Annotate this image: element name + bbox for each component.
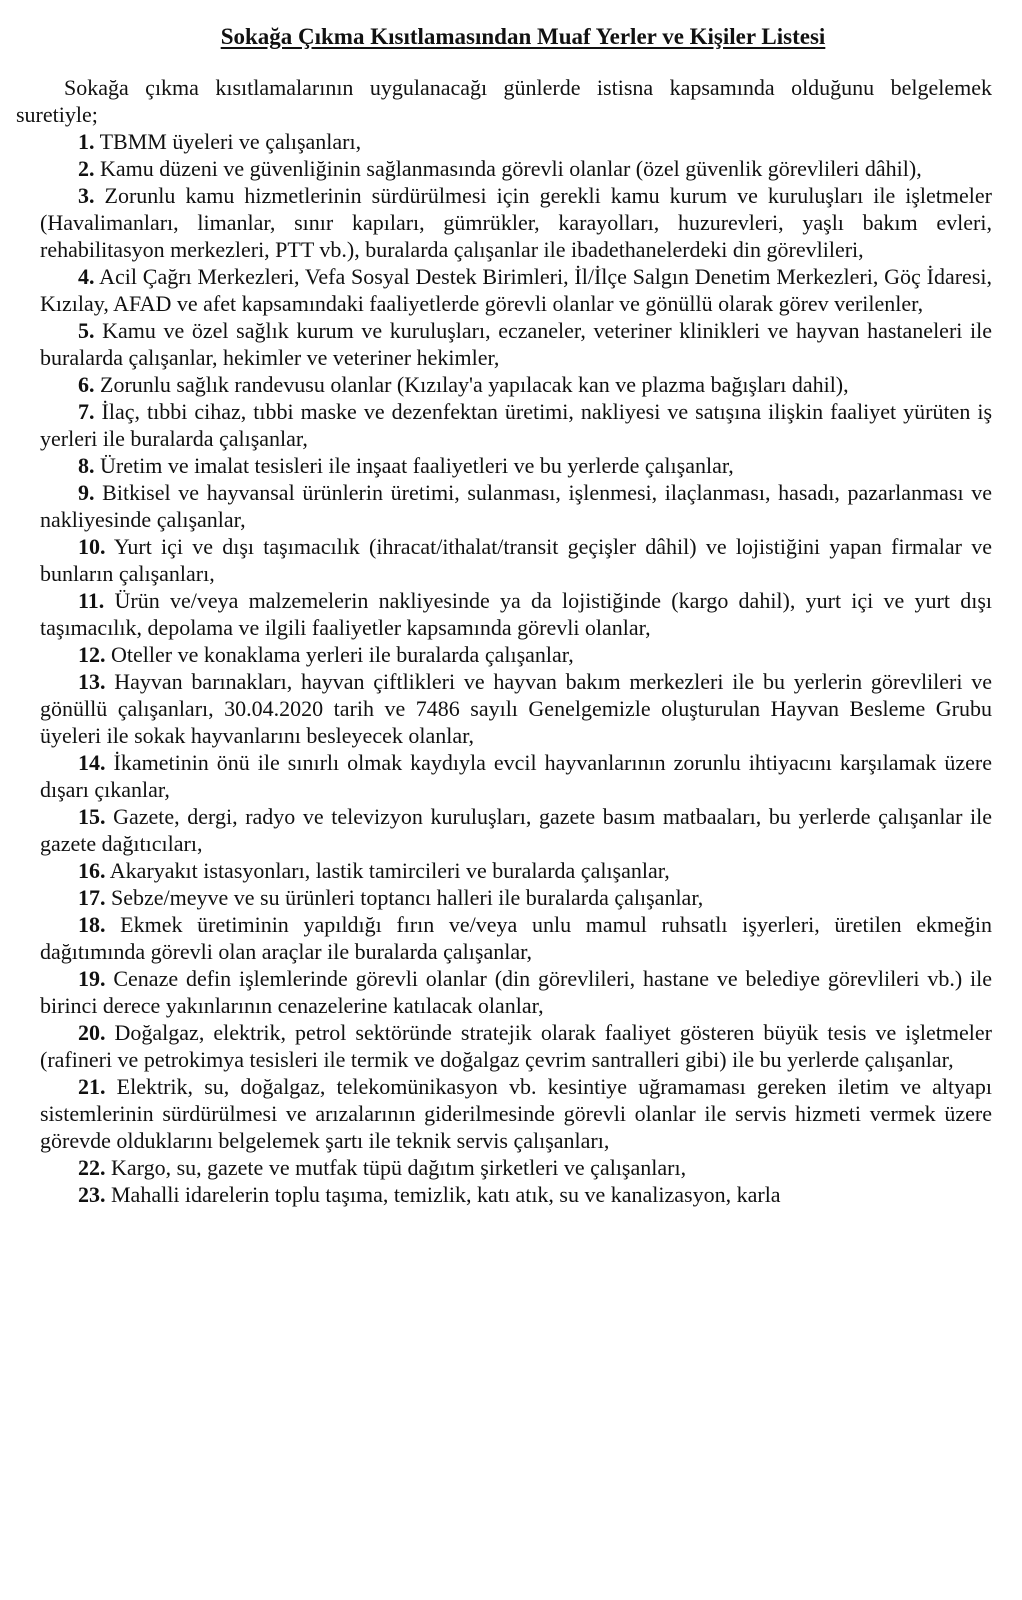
list-item [40,533,992,587]
list-item-text: Kamu ve özel sağlık kurum ve kuruluşları, eczaneler, veteriner klinikleri ve hayvan hastaneleri ile buralarda çalışanlar, hekimler ve veteriner hekimler, [40,318,992,370]
list-item [40,641,992,668]
list-item [40,128,992,155]
list-item-text: Sebze/meyve ve su ürünleri toptancı halleri ile buralarda çalışanlar, [111,885,704,910]
list-item-number: 23. [78,1182,106,1207]
list-item-text: Gazete, dergi, radyo ve televizyon kuruluşları, gazete basım matbaaları, bu yerlerde çalışanlar ile gazete dağıtıcıları, [40,804,993,856]
list-item-text: Acil Çağrı Merkezleri, Vefa Sosyal Destek Birimleri, İl/İlçe Salgın Denetim Merkezleri, Göç İdaresi, Kızılay, AFAD ve afet kapsamındaki faaliyetlerde görevli olanlar ve gönüllü olarak görev verilenler, [40,264,992,316]
list-item-number: 18. [78,912,106,937]
list-item-text: Ürün ve/veya malzemelerin nakliyesinde ya da lojistiğinde (kargo dahil), yurt içi ve yurt dışı taşımacılık, depolama ve ilgili faaliyetler kapsamında görevli olanlar, [40,588,992,640]
list-item [40,398,992,452]
list-item [40,1154,992,1181]
list-item-number: 15. [78,804,106,829]
list-item [40,1181,992,1208]
list-item-text: Hayvan barınakları, hayvan çiftlikleri ve hayvan bakım merkezleri ile bu yerlerin görevlileri ve gönüllü çalışanları, 30.04.2020 tarih ve 7486 sayılı Genelgemizle oluşturulan Hayvan Besleme Grubu üyeleri ile sokak hayvanlarını besleyecek olanlar, [40,669,993,748]
document-title: Sokağa Çıkma Kısıtlamasından Muaf Yerler ve Kişiler Listesi [220,24,826,49]
list-item [40,749,992,803]
list-item-text: İlaç, tıbbi cihaz, tıbbi maske ve dezenfektan üretimi, nakliyesi ve satışına ilişkin faaliyet yürüten iş yerleri ile buralarda çalışanlar, [40,399,993,451]
list-item-text: Yurt içi ve dışı taşımacılık (ihracat/ithalat/transit geçişler dâhil) ve lojistiğini yapan firmalar ve bunların çalışanları, [40,534,992,586]
list-item [40,317,992,371]
list-item-text: Cenaze defin işlemlerinde görevli olanlar (din görevlileri, hastane ve belediye görevlileri vb.) ile birinci derece yakınlarının cenazelerine katılacak olanlar, [40,966,992,1018]
list-item-number: 7. [78,399,95,424]
list-item-text: Ekmek üretiminin yapıldığı fırın ve/veya unlu mamul ruhsatlı işyerleri, üretilen ekmeğin dağıtımında görevli olan araçlar ile buralarda çalışanlar, [40,912,992,964]
list-item-number: 14. [78,750,106,775]
list-item-text: İkametinin önü ile sınırlı olmak kaydıyla evcil hayvanlarının zorunlu ihtiyacını karşılamak üzere dışarı çıkanlar, [40,750,992,802]
list-item [40,155,992,182]
list-item-text: Elektrik, su, doğalgaz, telekomünikasyon vb. kesintiye uğramaması gereken iletim ve altyapı sistemlerinin sürdürülmesi ve arızalarının giderilmesinde görevli olanlar ile servis hizmeti vermek üzere görevde olduklarını belgelemek şartı ile teknik servis çalışanları, [40,1074,992,1153]
list-item-number: 5. [78,318,95,343]
list-item-number: 20. [78,1020,106,1045]
list-item [40,479,992,533]
list-item-text: Oteller ve konaklama yerleri ile buralarda çalışanlar, [111,642,574,667]
list-item [40,1073,992,1154]
list-item-text: Bitkisel ve hayvansal ürünlerin üretimi, sulanması, işlenmesi, ilaçlanması, hasadı, pazarlanması ve nakliyesinde çalışanlar, [40,480,992,532]
list-item [40,587,992,641]
list-item-number: 22. [78,1155,106,1180]
list-item-number: 11. [78,588,105,613]
list-item-text: Kargo, su, gazete ve mutfak tüpü dağıtım şirketleri ve çalışanları, [111,1155,687,1180]
list-item-text: Kamu düzeni ve güvenliğinin sağlanmasında görevli olanlar (özel güvenlik görevlileri dâhil), [100,156,922,181]
list-item-number: 3. [78,183,95,208]
list-item-text: Zorunlu sağlık randevusu olanlar (Kızılay'a yapılacak kan ve plazma bağışları dahil), [100,372,849,397]
list-item [40,452,992,479]
list-item-text: Zorunlu kamu hizmetlerinin sürdürülmesi için gerekli kamu kurum ve kuruluşları ile işletmeler (Havalimanları, limanlar, sınır kapıları, gümrükler, karayolları, huzurevleri, yaşlı bakım evleri, rehabilitasyon merkezleri, PTT vb.), buralarda çalışanlar ile ibadethanelerdeki din görevlileri, [40,183,992,262]
exemption-list [40,128,992,1208]
list-item-number: 17. [78,885,106,910]
list-item [40,884,992,911]
list-item-number: 2. [78,156,95,181]
list-item [40,1019,992,1073]
list-item-text: TBMM üyeleri ve çalışanları, [99,129,362,154]
list-item-number: 21. [78,1074,106,1099]
list-item-number: 12. [78,642,106,667]
list-item [40,857,992,884]
list-item-number: 1. [78,129,95,154]
list-item [40,668,992,749]
list-item [40,263,992,317]
list-item [40,182,992,263]
list-item-number: 16. [78,858,106,883]
list-item [40,803,992,857]
list-item [40,965,992,1019]
list-item-number: 4. [78,264,95,289]
list-item [40,911,992,965]
list-item-text: Akaryakıt istasyonları, lastik tamircileri ve buralarda çalışanlar, [109,858,670,883]
list-item-text: Doğalgaz, elektrik, petrol sektöründe stratejik olarak faaliyet gösteren büyük tesis ve işletmeler (rafineri ve petrokimya tesisleri ile termik ve doğalgaz çevrim santralleri gibi) ile bu yerlerde çalışanlar, [40,1020,993,1072]
list-item-number: 6. [78,372,95,397]
intro-paragraph: Sokağa çıkma kısıtlamalarının uygulanacağı günlerde istisna kapsamında olduğunu belgelemek suretiyle; [16,75,992,127]
list-item [40,371,992,398]
list-item-number: 19. [78,966,106,991]
list-item-number: 10. [78,534,106,559]
list-item-text: Üretim ve imalat tesisleri ile inşaat faaliyetleri ve bu yerlerde çalışanlar, [100,453,734,478]
list-item-text: Mahalli idarelerin toplu taşıma, temizlik, katı atık, su ve kanalizasyon, karla [111,1182,781,1207]
list-item-number: 9. [78,480,95,505]
list-item-number: 13. [78,669,106,694]
list-item-number: 8. [78,453,95,478]
